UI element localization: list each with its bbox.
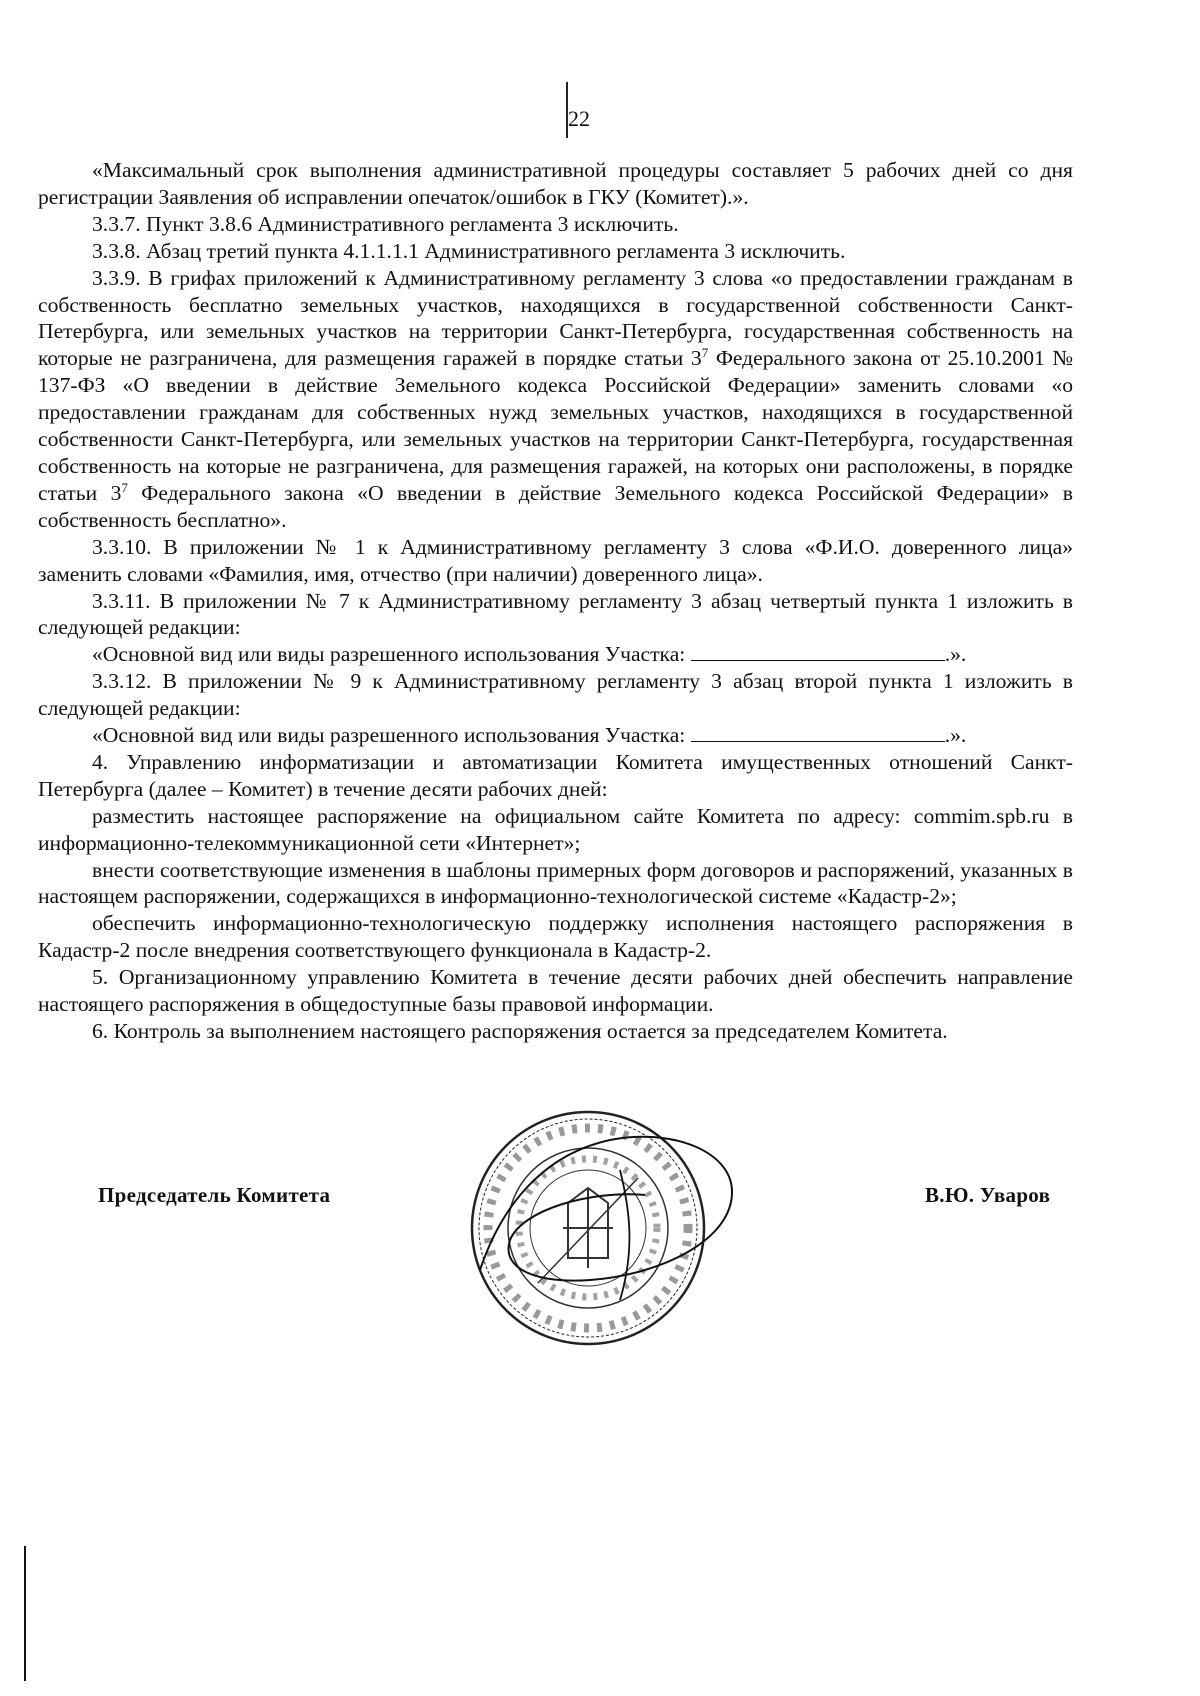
paragraph-3-3-9-part3: Федерального закона «О введении в действие Земельного кодекса Российской Федерации» в собственность бесплатно». xyxy=(38,480,1073,532)
fill-in-line xyxy=(38,722,1073,749)
page-number: 22 xyxy=(568,106,590,131)
paragraph-3-3-9 xyxy=(38,265,1073,534)
fill-line-suffix: .». xyxy=(944,723,967,748)
paragraph: «Максимальный срок выполнения административной процедуры составляет 5 рабочих дней со дня регистрации Заявления об исправлении опечаток/ошибок в ГКУ (Комитет).». xyxy=(38,158,1073,209)
superscript: 7 xyxy=(121,479,128,495)
blank-field xyxy=(691,644,945,661)
paragraph-3-3-9-part2: Федерального закона от 25.10.2001 № 137-ФЗ «О введении в действие Земельного кодекса Российской Федерации» заменить словами «о предоставлении гражданам для собственных нужд земельных участков, находящихся в государственной собственности Санкт-Петербурга, или земельных участков на территории Санкт-Петербурга, государственная собственность на которые не разграничена, для размещения гаражей, на которых они расположены, в порядке статьи 3 xyxy=(38,346,1073,505)
fill-line-suffix: .». xyxy=(944,642,967,667)
signatory-title: Председатель Комитета xyxy=(98,1183,331,1207)
superscript: 7 xyxy=(701,345,709,361)
paragraph: 3.3.10. В приложении № 1 к Административному регламенту 3 слова «Ф.И.О. доверенного лица» заменить словами «Фамилия, имя, отчество (при наличии) доверенного лица». xyxy=(38,534,1073,586)
margin-mark xyxy=(24,1546,26,1681)
paragraph: разместить настоящее распоряжение на официальном сайте Комитета по адресу: commim.spb.ru в информационно-телекоммуникационной сети «Интернет»; xyxy=(38,803,1073,855)
paragraph: 3.3.7. Пункт 3.8.6 Административного регламента 3 исключить. xyxy=(92,211,679,236)
paragraph: 6. Контроль за выполнением настоящего распоряжения остается за председателем Комитета. xyxy=(92,1019,948,1043)
paragraph: 3.3.8. Абзац третий пункта 4.1.1.1.1 Административного регламента 3 исключить. xyxy=(92,238,846,263)
handwritten-signature xyxy=(470,1100,750,1320)
document-body xyxy=(38,157,1073,1045)
fill-in-line xyxy=(38,641,1073,668)
blank-field xyxy=(691,725,945,742)
paragraph: 3.3.12. В приложении № 9 к Административному регламенту 3 абзац второй пункта 1 изложить в следующей редакции: xyxy=(38,669,1073,721)
paragraph: 5. Организационному управлению Комитета в течение десяти рабочих дней обеспечить направление настоящего распоряжения в общедоступные базы правовой информации. xyxy=(38,965,1073,1017)
paragraph-3-3-9-part1: 3.3.9. В грифах приложений к Административному регламенту 3 слова «о предоставлении гражданам в собственность бесплатно земельных участков, находящихся в государственной собственности Санкт-Петербурга, или земельных участков на территории Санкт-Петербурга, государственная собственность на которые не разграничена, для размещения гаражей в порядке статьи 3 xyxy=(38,265,1073,371)
signatory-name: В.Ю. Уваров xyxy=(925,1183,1051,1207)
paragraph: внести соответствующие изменения в шаблоны примерных форм договоров и распоряжений, указанных в настоящем распоряжении, содержащихся в информационно-технологической системе «Кадастр-2»; xyxy=(38,857,1073,909)
paragraph: 4. Управлению информатизации и автоматизации Комитета имущественных отношений Санкт-Петербурга (далее – Комитет) в течение десяти рабочих дней: xyxy=(38,749,1073,801)
paragraph: обеспечить информационно-технологическую поддержку исполнения настоящего распоряжения в Кадастр-2 после внедрения соответствующего функционала в Кадастр-2. xyxy=(38,911,1073,963)
fill-line-prefix: «Основной вид или виды разрешенного использования Участка: xyxy=(92,723,691,748)
fill-line-prefix: «Основной вид или виды разрешенного использования Участка: xyxy=(92,642,691,667)
paragraph: 3.3.11. В приложении № 7 к Административному регламенту 3 абзац четвертый пункта 1 изложить в следующей редакции: xyxy=(38,588,1073,640)
